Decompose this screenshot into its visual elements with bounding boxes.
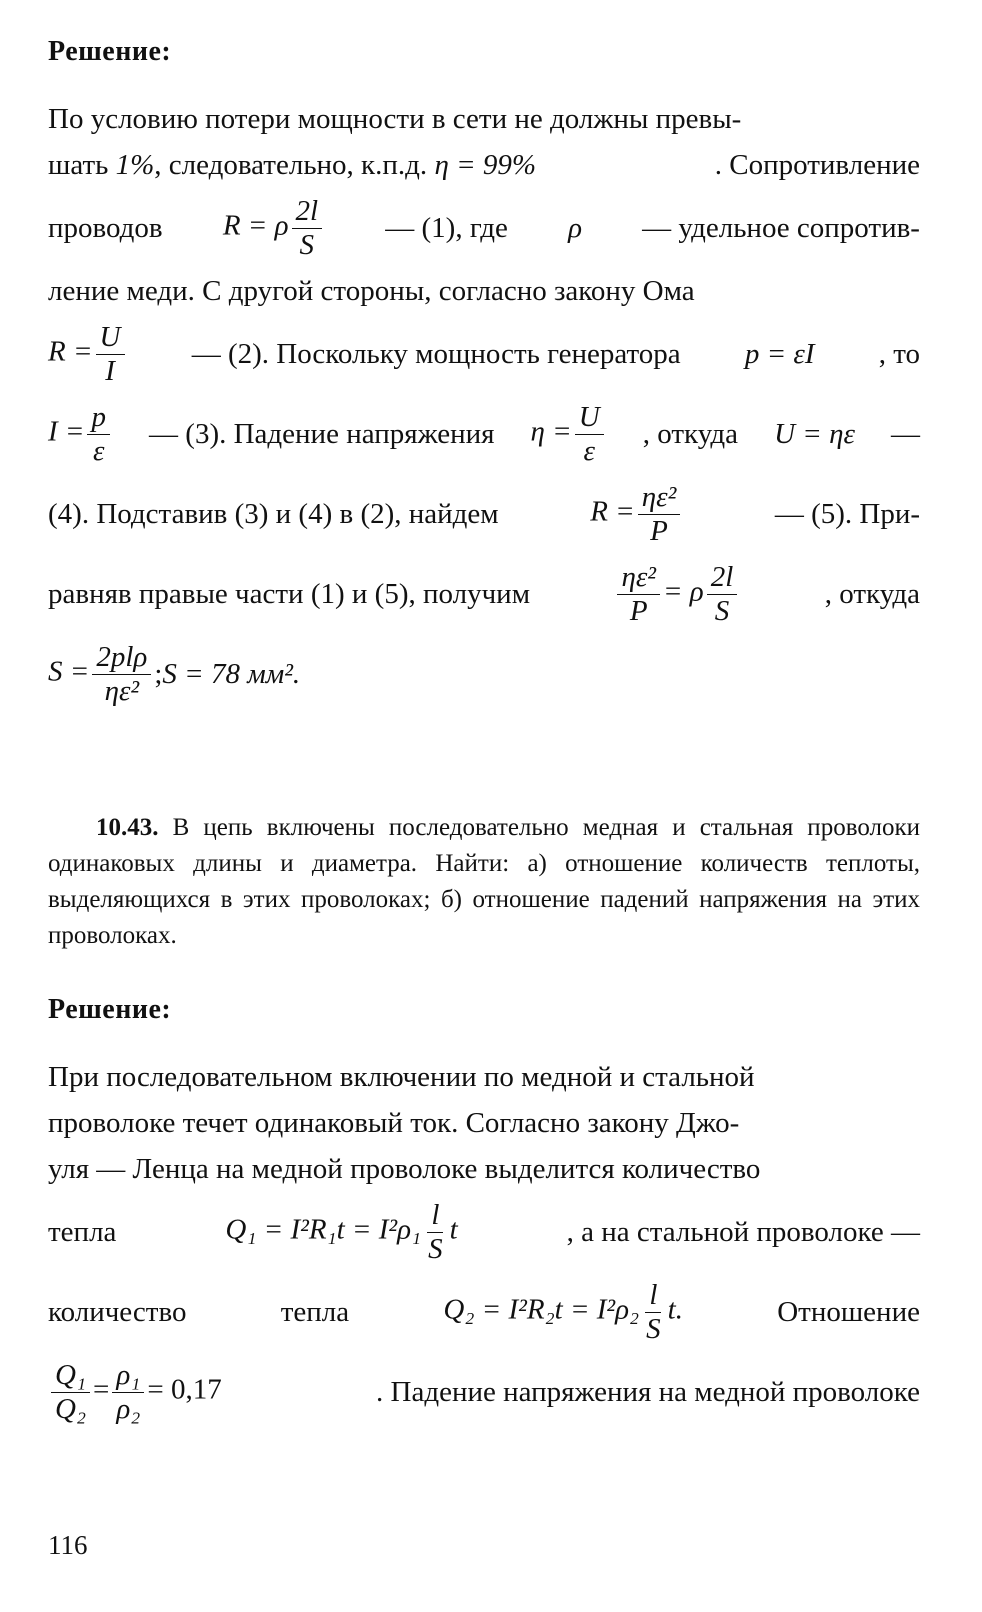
fraction: $\frac{l}{S}$ <box>646 1279 661 1345</box>
text-span: По условию потери мощности в сети не должны превы- <box>48 103 742 135</box>
text-line <box>48 142 920 188</box>
text-span: уля — Ленца на медной проволоке выделится количество <box>48 1153 761 1185</box>
fraction: $\frac{\text{2plρ}}{\text{ηε²}}$ <box>92 642 151 706</box>
text-line <box>48 1146 920 1192</box>
text-span: ; <box>154 658 163 690</box>
formula: Q₂ = I²R₂t = I²ρ₂ $\frac{l}{S}$ t. <box>443 1279 683 1345</box>
fraction: $\frac{l}{S}$ <box>428 1199 443 1265</box>
formula-line <box>48 634 920 714</box>
fraction: $\frac{\text{ρ₁}}{\text{ρ₂}}$ <box>112 1360 144 1424</box>
spacer <box>48 954 920 994</box>
formula: Q₁ = I²R₁t = I²ρ₁ $\frac{l}{S}$ t <box>225 1199 458 1265</box>
page-number: 116 <box>48 1530 88 1560</box>
text-span: равняв правые части (1) и (5), получим <box>48 578 531 610</box>
text-span: — (2). Поскольку мощность генератора <box>191 338 681 370</box>
text-span: — удельное сопротив- <box>642 212 920 244</box>
text-span: , откуда <box>824 578 920 610</box>
formula: U = ηε <box>774 418 855 450</box>
spacer <box>48 714 920 810</box>
text-line <box>48 96 920 142</box>
fraction: $\frac{\text{ηε²}}{P}$ <box>617 562 660 626</box>
formula-line <box>48 1192 920 1272</box>
formula: R = $\frac{U}{I}$ <box>48 322 128 386</box>
fraction: $\frac{U}{\varepsilon}$ <box>575 402 604 466</box>
formula: R = ρ $\frac{2l}{S}$ <box>223 196 325 260</box>
text-line <box>48 1100 920 1146</box>
page-content <box>48 36 920 1432</box>
solution-heading: Решение: <box>48 994 172 1025</box>
text-span: проводов <box>48 212 163 244</box>
formula-line <box>48 474 920 554</box>
formula: S = 78 мм². <box>162 658 301 690</box>
fraction: $\frac{\text{ηε²}}{P}$ <box>638 482 681 546</box>
text-span: , то <box>878 338 920 370</box>
fraction: $\frac{U}{I}$ <box>96 322 125 386</box>
text-span: При последовательном включении по медной и стальной <box>48 1061 755 1093</box>
fraction: $\frac{p}{\varepsilon}$ <box>87 402 110 466</box>
formula-line <box>48 1272 920 1352</box>
text-span: ление меди. С другой стороны, согласно закону Ома <box>48 275 695 307</box>
text-span: — (5). При- <box>774 498 920 530</box>
formula-line <box>48 314 920 394</box>
text-span: . Сопротивление <box>714 149 920 181</box>
text-span: количество <box>48 1296 187 1328</box>
formula-line <box>48 394 920 474</box>
formula: η = $\frac{U}{\varepsilon}$ <box>531 402 607 466</box>
solution-2-text <box>48 1054 920 1432</box>
formula-line <box>48 1352 920 1432</box>
text-span: шать 1%, следовательно, к.п.д. η = 99% <box>48 149 537 181</box>
problem-text: В цепь включены последовательно медная и стальная проволоки одинаковых длины и диаметра. Найти: а) отношение количеств теплоты, выделяющихся в этих проволоках; б) отношение падений напряжения на этих проволоках. <box>48 814 920 949</box>
text-span: тепла <box>48 1216 117 1248</box>
formula-line <box>48 554 920 634</box>
text-span: — (3). Падение напряжения <box>149 418 495 450</box>
text-span: проволоке течет одинаковый ток. Согласно закону Джо- <box>48 1107 740 1139</box>
fraction: $\frac{2l}{S}$ <box>707 562 738 626</box>
fraction: $\frac{2l}{S}$ <box>292 196 323 260</box>
text-span: Отношение <box>777 1296 920 1328</box>
text-span: тепла <box>280 1296 350 1328</box>
fraction: $\frac{\text{Q₁}}{\text{Q₂}}$ <box>51 1360 90 1424</box>
formula: p = εI <box>744 338 815 370</box>
solution-heading: Решение: <box>48 36 172 67</box>
text-span: (4). Подставив (3) и (4) в (2), найдем <box>48 498 499 530</box>
formula: R = $\frac{\text{ηε²}}{P}$ <box>590 482 683 546</box>
formula: S = $\frac{\text{2plρ}}{\text{ηε²}}$ <box>48 642 154 706</box>
text-span: — <box>890 418 920 450</box>
formula: ρ <box>568 212 582 244</box>
solution-1-text <box>48 96 920 714</box>
formula: $\frac{\text{ηε²}}{P}$ = ρ $\frac{2l}{S}$ <box>614 562 740 626</box>
text-span: , а на стальной проволоке — <box>566 1216 920 1248</box>
formula-line <box>48 188 920 268</box>
text-span: — (1), где <box>385 212 508 244</box>
text-line <box>48 1054 920 1100</box>
text-span: . Падение напряжения на медной проволоке <box>376 1376 920 1408</box>
formula: I = $\frac{p}{\varepsilon}$ <box>48 402 113 466</box>
text-span: , откуда <box>642 418 739 450</box>
text-line <box>48 268 920 314</box>
problem-statement <box>48 810 920 954</box>
formula: $\frac{\text{Q₁}}{\text{Q₂}}$ = $\frac{\text{ρ₁}}{\text{ρ₂}}$ = 0,17 <box>48 1360 222 1424</box>
problem-number: 10.43. <box>96 814 159 841</box>
